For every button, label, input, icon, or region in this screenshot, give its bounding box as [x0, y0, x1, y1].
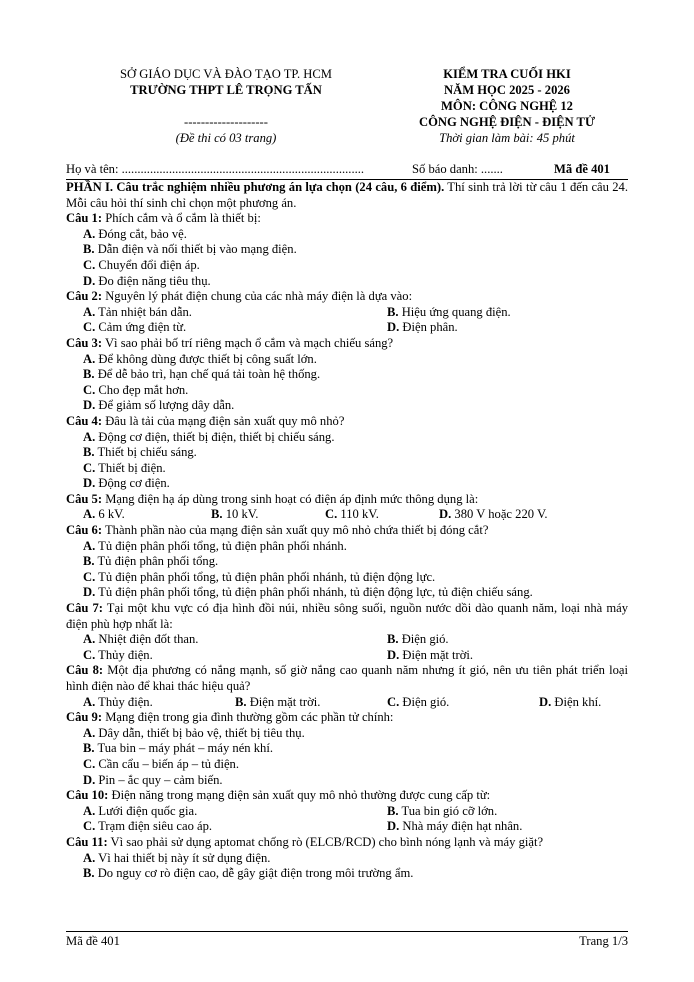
question-5 [66, 492, 628, 523]
footer-page-number: Trang 1/3 [579, 934, 628, 948]
question-number: Câu 10: [66, 788, 109, 803]
header-left [66, 66, 386, 146]
option-d[interactable]: D. Điện mặt trời. [387, 647, 474, 662]
option-c[interactable]: C. Tủ điện phân phối tổng, tủ điện phân phối nhánh, tủ điện động lực. [83, 569, 436, 584]
question-number: Câu 5: [66, 491, 103, 506]
option-a[interactable]: A. Đóng cắt, bảo vệ. [83, 226, 187, 241]
option-c[interactable]: C. Thiết bị điện. [83, 460, 166, 475]
option-a[interactable]: A. Tản nhiệt bán dẫn. [83, 304, 192, 319]
department-name: SỞ GIÁO DỤC VÀ ĐÀO TẠO TP. HCM [119, 67, 333, 81]
part-title: PHẦN I. Câu trắc nghiệm nhiều phương án lựa chọn (24 câu, 6 điểm). [66, 180, 445, 194]
exam-title: KIỂM TRA CUỐI HKI [443, 67, 571, 81]
option-d[interactable]: D. Điện khí. [539, 694, 602, 709]
question-text: Mạng điện trong gia đình thường gồm các phần tử chính: [102, 710, 394, 725]
option-a[interactable]: A. 6 kV. [83, 507, 125, 522]
exam-content [66, 180, 628, 882]
option-a[interactable]: A. Nhiệt điện đốt than. [83, 632, 199, 647]
part-intro [66, 180, 628, 211]
question-number: Câu 2: [66, 289, 103, 304]
footer-rule [66, 931, 628, 932]
exam-code: Mã đề 401 [554, 162, 610, 176]
option-d[interactable]: D. Tủ điện phân phối tổng, tủ điện phân phối nhánh, tủ điện động lực, tủ điện chiếu sáng. [83, 585, 533, 600]
question-3 [66, 336, 628, 414]
option-a[interactable]: A. Để không dùng được thiết bị công suất lớn. [83, 351, 317, 366]
question-number: Câu 6: [66, 523, 103, 538]
option-b[interactable]: B. Để dễ bảo trì, hạn chế quá tải toàn hệ thống. [83, 367, 321, 382]
option-b[interactable]: B. Tủ điện phân phối tổng. [83, 554, 219, 569]
question-number: Câu 11: [66, 834, 108, 849]
footer-exam-code: Mã đề 401 [66, 934, 120, 948]
option-b[interactable]: B. Điện mặt trời. [235, 694, 321, 709]
question-4 [66, 414, 628, 492]
question-text: Phích cắm và ổ cắm là thiết bị: [102, 211, 261, 226]
header-right [382, 66, 632, 146]
question-text: Một địa phương có nắng mạnh, số giờ nắng cao quanh năm nhưng ít gió, nên ưu tiên phát triển loại hình điện nào để khai thác hiệu quả? [66, 663, 628, 693]
option-a[interactable]: A. Tủ điện phân phối tổng, tủ điện phân phối nhánh. [83, 538, 347, 553]
question-number: Câu 1: [66, 211, 103, 226]
option-d[interactable]: D. Đo điện năng tiêu thụ. [83, 273, 211, 288]
question-11 [66, 835, 628, 882]
option-b[interactable]: B. Thiết bị chiếu sáng. [83, 445, 197, 460]
subject: MÔN: CÔNG NGHỆ 12 [441, 99, 573, 113]
question-7 [66, 601, 628, 663]
option-a[interactable]: A. Thủy điện. [83, 694, 153, 709]
question-10 [66, 788, 628, 835]
question-text: Nguyên lý phát điện chung của các nhà máy điện là dựa vào: [102, 289, 413, 304]
option-b[interactable]: B. 10 kV. [211, 507, 259, 522]
question-8 [66, 663, 628, 710]
school-name: TRƯỜNG THPT LÊ TRỌNG TẤN [130, 83, 322, 97]
question-text: Vì sao phải sử dụng aptomat chống rò (ELCB/RCD) cho bình nóng lạnh và máy giặt? [107, 834, 544, 849]
option-d[interactable]: D. Điện phân. [387, 320, 458, 335]
header-divider: -------------------- [184, 115, 268, 129]
subject-sub: CÔNG NGHỆ ĐIỆN - ĐIỆN TỬ [419, 115, 595, 129]
question-text: Đâu là tải của mạng điện sản xuất quy mô nhỏ? [102, 413, 345, 428]
time-note: Thời gian làm bài: 45 phút [439, 131, 575, 145]
question-number: Câu 8: [66, 663, 104, 678]
question-number: Câu 3: [66, 335, 103, 350]
option-c[interactable]: C. Trạm điện siêu cao áp. [83, 819, 213, 834]
option-d[interactable]: D. Động cơ điện. [83, 476, 170, 491]
question-1 [66, 211, 628, 289]
option-b[interactable]: B. Tua bin gió cỡ lớn. [387, 803, 498, 818]
option-c[interactable]: C. 110 kV. [325, 507, 379, 522]
student-info-row [66, 162, 628, 178]
question-number: Câu 7: [66, 601, 103, 616]
school-year: NĂM HỌC 2025 - 2026 [444, 83, 570, 97]
option-b[interactable]: B. Dẫn điện và nối thiết bị vào mạng điện. [83, 242, 297, 257]
option-c[interactable]: C. Điện gió. [387, 694, 450, 709]
option-d[interactable]: D. Để giảm số lượng dây dẫn. [83, 398, 235, 413]
option-b[interactable]: B. Do nguy cơ rò điện cao, dễ gây giật điện trong môi trường ẩm. [83, 866, 414, 881]
question-text: Điện năng trong mạng điện sản xuất quy mô nhỏ thường được cung cấp từ: [108, 788, 491, 803]
option-d[interactable]: D. Pin – ắc quy – cảm biến. [83, 772, 223, 787]
question-text: Tại một khu vực có địa hình đồi núi, nhiều sông suối, nguồn nước dồi dào quanh năm, loại nhà máy điện phù hợp nhất là: [66, 601, 628, 631]
question-text: Thành phần nào của mạng điện sản xuất quy mô nhỏ chứa thiết bị đóng cắt? [102, 523, 489, 538]
option-c[interactable]: C. Cảm ứng điện từ. [83, 320, 187, 335]
option-a[interactable]: A. Động cơ điện, thiết bị điện, thiết bị chiếu sáng. [83, 429, 335, 444]
option-a[interactable]: A. Lưới điện quốc gia. [83, 803, 198, 818]
question-6 [66, 523, 628, 601]
name-label: Họ và tên: ............................................................................. [66, 162, 365, 176]
part-instruction: Thí sinh trả lời từ câu 1 đến câu 24. Mỗi câu hỏi thí sinh chỉ chọn một phương án. [66, 180, 628, 210]
option-c[interactable]: C. Cho đẹp mắt hơn. [83, 382, 189, 397]
question-text: Vì sao phải bố trí riêng mạch ổ cắm và mạch chiếu sáng? [102, 335, 394, 350]
option-a[interactable]: A. Vì hai thiết bị này ít sử dụng điện. [83, 850, 271, 865]
question-number: Câu 4: [66, 413, 103, 428]
option-c[interactable]: C. Chuyển đổi điện áp. [83, 257, 200, 272]
option-c[interactable]: C. Cần cẩu – biến áp – tủ điện. [83, 756, 239, 771]
option-d[interactable]: D. 380 V hoặc 220 V. [439, 507, 548, 522]
option-d[interactable]: D. Nhà máy điện hạt nhân. [387, 819, 523, 834]
question-number: Câu 9: [66, 710, 103, 725]
option-b[interactable]: B. Điện gió. [387, 632, 449, 647]
option-c[interactable]: C. Thủy điện. [83, 647, 153, 662]
question-9 [66, 710, 628, 788]
question-text: Mạng điện hạ áp dùng trong sinh hoạt có điện áp định mức thông dụng là: [102, 491, 479, 506]
pages-note: (Đề thi có 03 trang) [175, 131, 277, 145]
option-b[interactable]: B. Hiệu ứng quang điện. [387, 304, 511, 319]
student-id-label: Số báo danh: ....... [412, 162, 503, 176]
question-2 [66, 289, 628, 336]
option-b[interactable]: B. Tua bin – máy phát – máy nén khí. [83, 741, 273, 756]
option-a[interactable]: A. Dây dẫn, thiết bị bảo vệ, thiết bị tiêu thụ. [83, 725, 305, 740]
